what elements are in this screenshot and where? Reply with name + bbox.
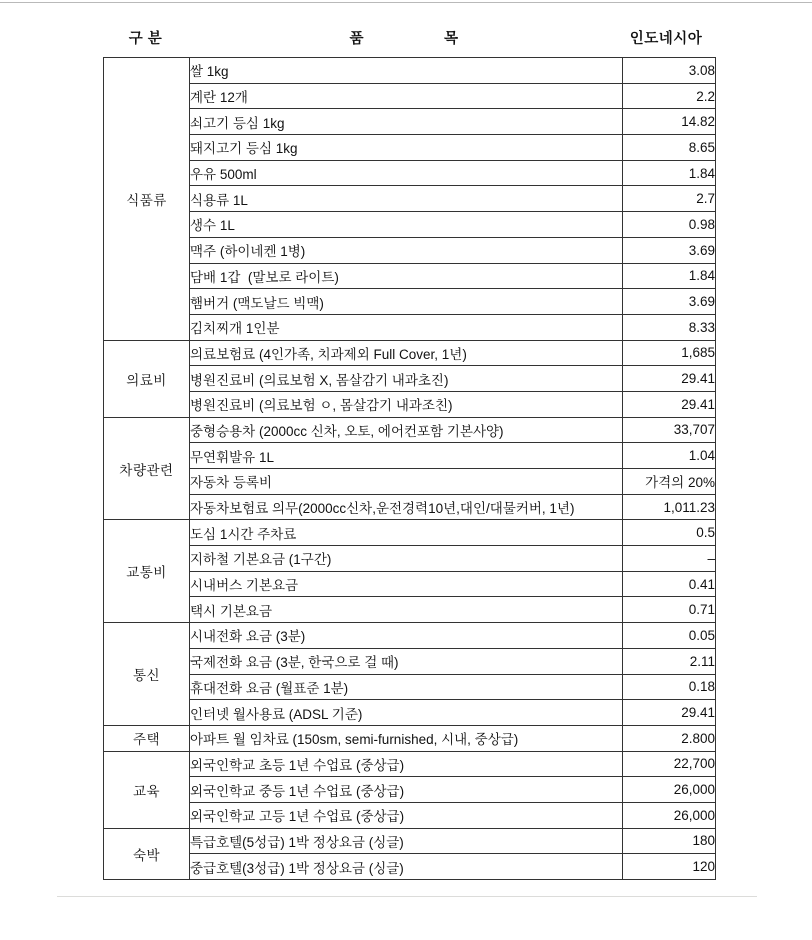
table-row [104,212,716,238]
table-row [104,186,716,212]
value-cell: 3.69 [623,237,716,263]
value-cell: 0.05 [623,623,716,649]
item-cell: 담배 1갑 (말보로 라이트) [190,263,623,289]
category-cell: 주택 [104,725,190,751]
header-category: 구 분 [128,31,163,47]
value-cell: 1.04 [623,443,716,469]
value-cell: 2.2 [623,83,716,109]
item-cell: 자동차 등록비 [190,469,623,495]
category-cell: 숙박 [104,828,190,879]
value-cell: 1.84 [623,160,716,186]
item-cell: 김치찌개 1인분 [190,314,623,340]
table-row [104,571,716,597]
item-cell: 생수 1L [190,212,623,238]
item-cell: 햄버거 (맥도날드 빅맥) [190,289,623,315]
item-cell: 병원진료비 (의료보험 X, 몸살감기 내과초진) [190,366,623,392]
value-cell: 29.41 [623,700,716,726]
category-cell: 식품류 [104,58,190,341]
item-cell: 중급호텔(3성급) 1박 정상요금 (싱글) [190,854,623,880]
value-cell: 22,700 [623,751,716,777]
value-cell: 26,000 [623,777,716,803]
table-row [104,289,716,315]
item-cell: 지하철 기본요금 (1구간) [190,546,623,572]
table-row [104,417,716,443]
item-cell: 외국인학교 고등 1년 수업료 (중상급) [190,802,623,828]
table-row [104,494,716,520]
cost-table-body [104,58,716,880]
table-row [104,109,716,135]
value-cell: 120 [623,854,716,880]
item-cell: 병원진료비 (의료보험 ㅇ, 몸살감기 내과조친) [190,391,623,417]
category-cell: 통신 [104,623,190,726]
value-cell: 0.98 [623,212,716,238]
scan-artifact-line-top [0,2,812,3]
item-cell: 도심 1시간 주차료 [190,520,623,546]
table-row [104,854,716,880]
table-row [104,725,716,751]
table-row [104,366,716,392]
item-cell: 계란 12개 [190,83,623,109]
category-cell: 교육 [104,751,190,828]
category-cell: 교통비 [104,520,190,623]
value-cell: 8.33 [623,314,716,340]
item-cell: 시내버스 기본요금 [190,571,623,597]
table-row [104,443,716,469]
table-row [104,674,716,700]
value-cell: 3.08 [623,58,716,84]
header-item [188,27,620,48]
value-cell: 1,685 [623,340,716,366]
table-row [104,520,716,546]
category-cell: 차량관련 [104,417,190,520]
value-cell: 26,000 [623,802,716,828]
value-cell: 1,011.23 [623,494,716,520]
category-cell: 의료비 [104,340,190,417]
item-cell: 특급호텔(5성급) 1박 정상요금 (싱글) [190,828,623,854]
item-cell: 우유 500ml [190,160,623,186]
table-row [104,777,716,803]
table-row [104,802,716,828]
table-row [104,314,716,340]
table-row [104,700,716,726]
table-row [104,648,716,674]
table-row [104,135,716,161]
item-cell: 휴대전화 요금 (월표준 1분) [190,674,623,700]
item-cell: 식용류 1L [190,186,623,212]
table-row [104,751,716,777]
item-cell: 외국인학교 중등 1년 수업료 (중상급) [190,777,623,803]
table-row [104,391,716,417]
table-row [104,160,716,186]
value-cell: 2.800 [623,725,716,751]
header-item-left-char: 품 [349,31,364,47]
item-cell: 국제전화 요금 (3분, 한국으로 걸 때) [190,648,623,674]
item-cell: 자동차보험료 의무(2000cc신차,운전경력10년,대인/대물커버, 1년) [190,494,623,520]
table-header [103,27,712,48]
value-cell: 0.5 [623,520,716,546]
header-country: 인도네시아 [629,31,703,47]
value-cell: 180 [623,828,716,854]
item-cell: 맥주 (하이네켄 1병) [190,237,623,263]
item-cell: 시내전화 요금 (3분) [190,623,623,649]
item-cell: 중형승용차 (2000cc 신차, 오토, 에어컨포함 기본사양) [190,417,623,443]
item-cell: 무연휘발유 1L [190,443,623,469]
value-cell: 2.7 [623,186,716,212]
table-row [104,83,716,109]
value-cell: 33,707 [623,417,716,443]
header-item-right-char: 목 [444,31,459,47]
table-row [104,828,716,854]
value-cell: 29.41 [623,366,716,392]
value-cell: 29.41 [623,391,716,417]
table-row [104,58,716,84]
cost-table [103,57,716,880]
item-cell: 택시 기본요금 [190,597,623,623]
value-cell: 8.65 [623,135,716,161]
value-cell: 0.18 [623,674,716,700]
value-cell: 14.82 [623,109,716,135]
table-row [104,237,716,263]
value-cell: 0.41 [623,571,716,597]
item-cell: 외국인학교 초등 1년 수업료 (중상급) [190,751,623,777]
table-row [104,623,716,649]
value-cell: – [623,546,716,572]
table-row [104,597,716,623]
table-row [104,340,716,366]
item-cell: 의료보험료 (4인가족, 치과제외 Full Cover, 1년) [190,340,623,366]
value-cell: 가격의 20% [623,469,716,495]
item-cell: 쇠고기 등심 1kg [190,109,623,135]
item-cell: 아파트 월 임차료 (150sm, semi-furnished, 시내, 중상급) [190,725,623,751]
value-cell: 2.11 [623,648,716,674]
value-cell: 3.69 [623,289,716,315]
table-row [104,263,716,289]
scan-artifact-line-bottom [57,896,757,897]
value-cell: 0.71 [623,597,716,623]
item-cell: 쌀 1kg [190,58,623,84]
table-row [104,546,716,572]
value-cell: 1.84 [623,263,716,289]
table-row [104,469,716,495]
item-cell: 돼지고기 등심 1kg [190,135,623,161]
item-cell: 인터넷 월사용료 (ADSL 기준) [190,700,623,726]
